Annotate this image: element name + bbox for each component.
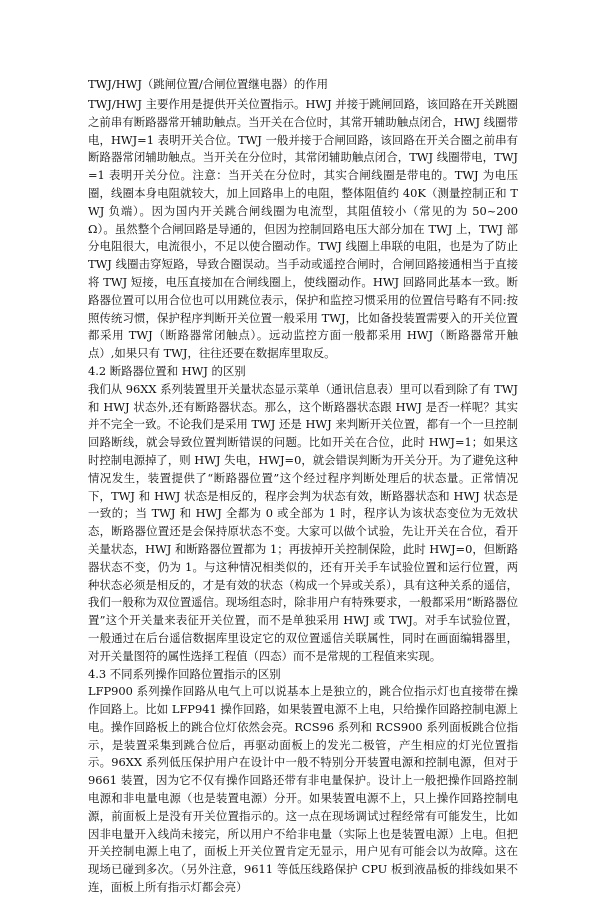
document-title: TWJ/HWJ（跳闸位置/合闸位置继电器）的作用 [88,77,329,91]
paragraph-twj-hwj-function: TWJ/HWJ 主要作用是提供开关位置指示。HWJ 并接于跳闸回路，该回路在开关跳圈之前串有断路器常开辅助触点。当开关在合位时，其常开辅助触点闭合，HWJ 线圈带电，HWJ=1 表明开关合位。TWJ 一般并接于合闸回路，该回路在开关合圈之前串有断路器常闭辅助触点。当开关在分位时，其常闭辅助触点闭合，TWJ 线圈带电，TWJ=1 表明开关分位。注意：当开关在分位时，其实合闸线圈是带电的。TWJ 为电压圈，线圈本身电阻就较大，加上回路串上的电阻，整体阻值约 40K（测量控制正和 TWJ 负端）。因为国内开关跳合闸线圈为电流型，其阻值较小（常见的为 50~200Ω）。虽然整个合闸回路是导通的，但因为控制回路电压大部分加在 TWJ 上，TWJ 部分电阻很大，电流很小，不足以使合圈动作。TWJ 线圈上串联的电阻，也是为了防止 TWJ 线圈击穿短路，导致合圈误动。当手动或遥控合闸时，合闸回路接通相当于直接将 TWJ 短接，电压直接加在合闸线圈上，使线圈动作。HWJ 回路同此基本一致。断路器位置可以用合位也可以用跳位表示，保护和监控习惯采用的位置信号略有不同:按照传统习惯，保护程序判断开关位置一般采用 TWJ，比如备投装置需要入的开关位置都采用 TWJ（断路器常闭触点）。远动监控方面一般都采用 HWJ（断路器常开触点）,如果只有 TWJ，往往还要在数据库里取反。 [88,97,518,361]
paragraph-breaker-position: 我们从 96XX 系列装置里开关量状态显示菜单（通讯信息表）里可以看到除了有 TWJ 和 HWJ 状态外,还有断路器状态。那么，这个断路器状态跟 HWJ 是否一样呢？其实并不完全一致。不论我们是采用 TWJ 还是 HWJ 来判断开关位置，都有一个一旦控制回路断线，就会导致位置判断错误的问题。比如开关在合位，此时 HWJ=1；如果这时控制电源掉了，则 HWJ 失电，HWJ=0，就会错误判断为开关分开。为了避免这种情况发生，装置提供了“断路器位置”这个经过程序判断处理后的状态量。正常情况下，TWJ 和 HWJ 状态是相反的，程序会判为状态有效，断路器状态和 HWJ 状态是一致的；当 TWJ 和 HWJ 全都为 0 或全部为 1 时，程序认为该状态变位为无效状态，断路器位置还是会保持原状态不变。大家可以做个试验，先让开关在合位，看开关量状态，HWJ 和断路器位置都为 1；再拔掉开关控制保险，此时 HWJ=0，但断路器状态不变，仍为 1。与这种情况相类似的，还有开关手车试验位置和运行位置，两种状态必须是相反的，才是有效的状态（构成一个异或关系），具有这种关系的遥信，我们一般称为双位置遥信。现场组态时，除非用户有特殊要求，一般都采用“断路器位置”这个开关量来表征开关位置，而不是单独采用 HWJ 或 TWJ。对手车试验位置，一般通过在后台遥信数据库里设定它的双位置遥信关联属性，同时在画面编辑器里，对开关量图符的属性选择工程值（四态）而不是常规的工程值来实现。 [88,381,518,663]
section-heading-4-2: 4.2 断路器位置和 HWJ 的区别 [88,363,246,378]
document-page [88,77,518,897]
section-heading-4-3: 4.3 不同系列操作回路位置指示的区别 [88,666,281,681]
paragraph-operating-circuit: LFP900 系列操作回路从电气上可以说基本上是独立的，跳合位指示灯也直接带在操作回路上。比如 LFP941 操作回路，如果装置电源不上电，只给操作回路控制电源上电。操作回路板上的跳合位灯依然会亮。RCS96 系列和 RCS900 系列面板跳合位指示，是装置采集到跳合位后，再驱动面板上的发光二极管，产生相应的灯光位置指示。96XX 系列低压保护用户在设计中一般不特别分开装置电源和控制电源，但对于 9661 装置，因为它不仅有操作回路还带有非电量保护。设计上一般把操作回路控制电源和非电量电源（也是装置电源）分开。如果装置电源不上，只上操作回路控制电源，前面板上是没有开关位置指示的。这一点在现场调试过程经常有可能发生，比如因非电量开入线尚未接完，所以用户不给非电量（实际上也是装置电源）上电。但把开关控制电源上电了，面板上开关位置肯定无显示，用户见有可能会以为故障。这在现场已碰到多次。（另外注意，9611 等低压线路保护 CPU 板到液晶板的排线如果不连，面板上所有指示灯都会亮） [88,684,518,895]
